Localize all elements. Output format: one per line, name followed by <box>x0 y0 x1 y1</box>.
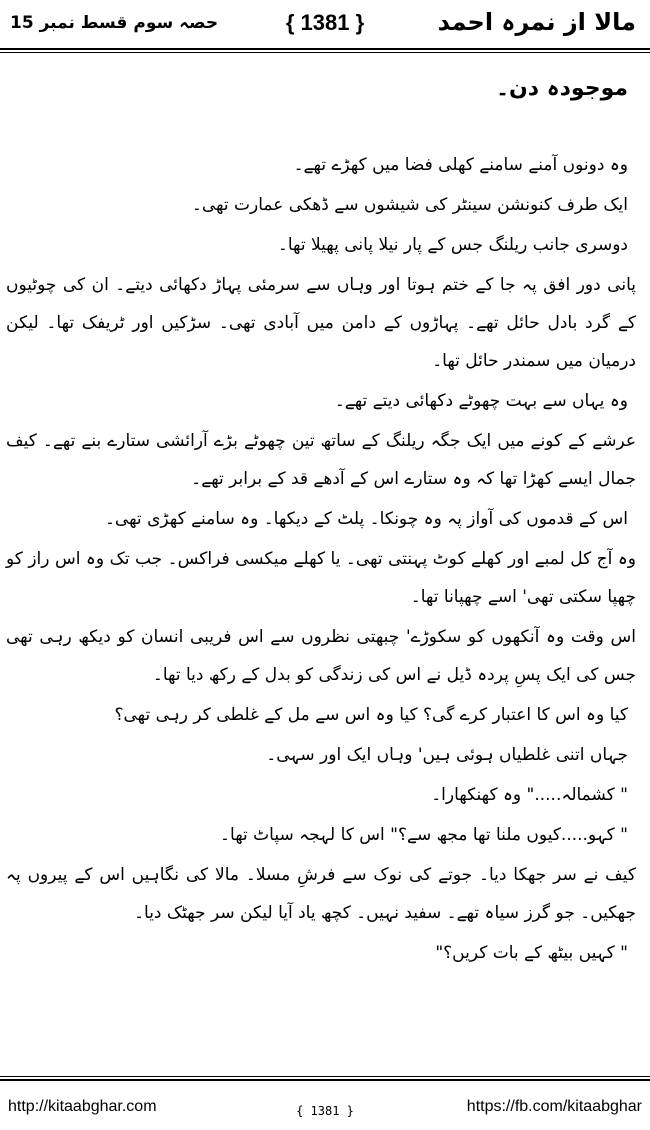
paragraph: وہ یہاں سے بہت چھوٹے دکھائی دیتے تھے۔ <box>334 391 628 411</box>
paragraph: دوسری جانب ریلنگ جس کے پار نیلا پانی پھیلا تھا۔ <box>277 235 628 255</box>
dialogue-line: " کہو.....کیوں ملنا تھا مجھ سے؟" اس کا لہجہ سپاٹ تھا۔ <box>220 825 628 845</box>
dialogue-line: " کشمالہ....." وہ کھنکھارا۔ <box>431 785 628 805</box>
footer-rule-thin <box>0 1076 650 1077</box>
facebook-link[interactable]: https://fb.com/kitaabghar <box>466 1098 642 1115</box>
paragraph: اس کے قدموں کی آواز پہ وہ چونکا۔ پلٹ کے دیکھا۔ وہ سامنے کھڑی تھی۔ <box>104 509 628 529</box>
paragraph: عرشے کے کونے میں ایک جگہ ریلنگ کے ساتھ تین چھوٹے بڑے آرائشی ستارے بنے تھے۔ کیف جمال ایسے کھڑا تھا کہ وہ ستارے اس کے آدھے قد کے برابر تھے۔ <box>6 431 636 489</box>
header-rule-thin <box>0 52 650 53</box>
header-page-number: { 1381 } <box>285 10 365 35</box>
dialogue-line: " کہیں بیٹھ کے بات کریں؟" <box>435 943 628 963</box>
header-rule-thick <box>0 48 650 50</box>
part-label: حصہ سوم قسط نمبر 15 <box>10 13 219 33</box>
page-body <box>6 58 636 1066</box>
paragraph: پانی دور افق پہ جا کے ختم ہوتا اور وہاں سے سرمئی پہاڑ دکھائی دیتے۔ ان کی چوٹیوں کے گرد بادل حائل تھے۔ پہاڑوں کے دامن میں آبادی تھی۔ سڑکیں اور ٹریفک تھا۔ لیکن درمیان میں سمندر حائل تھا۔ <box>6 275 636 371</box>
page-footer <box>0 1084 650 1130</box>
footer-page-number: { 1381 } <box>296 1104 354 1118</box>
footer-rule-thick <box>0 1079 650 1081</box>
paragraph: اس وقت وہ آنکھوں کو سکوڑے' چبھتی نظروں سے اس فریبی انسان کو دیکھ رہی تھی جس کی ایک پسِ پردہ ڈیل نے اس کی زندگی کو بدل کے رکھ دیا تھا۔ <box>6 627 636 685</box>
website-link[interactable]: http://kitaabghar.com <box>8 1098 157 1115</box>
page-header <box>0 0 650 48</box>
paragraph: کیف نے سر جھکا دیا۔ جوتے کی نوک سے فرشِ مسلا۔ مالا کی نگاہیں اس کے پیروں پہ جھکیں۔ جو گرز سیاہ تھے۔ سفید نہیں۔ کچھ یاد آیا لیکن سر جھٹک دیا۔ <box>6 865 636 923</box>
section-heading: موجودہ دن۔ <box>496 76 628 101</box>
book-title: مالا از نمرہ احمد <box>437 8 636 36</box>
paragraph: ایک طرف کنونشن سینٹر کی شیشوں سے ڈھکی عمارت تھی۔ <box>191 195 628 215</box>
paragraph: وہ دونوں آمنے سامنے کھلی فضا میں کھڑے تھے۔ <box>293 155 628 175</box>
paragraph: کیا وہ اس کا اعتبار کرے گی؟ کیا وہ اس سے مل کے غلطی کر رہی تھی؟ <box>114 705 628 725</box>
paragraph: وہ آج کل لمبے اور کھلے کوٹ پہنتی تھی۔ یا کھلے میکسی فراکس۔ جب تک وہ اس راز کو چھپا سکتی تھی' اسے چھپانا تھا۔ <box>6 549 636 607</box>
paragraph: جہاں اتنی غلطیاں ہوئی ہیں' وہاں ایک اور سہی۔ <box>266 745 628 765</box>
